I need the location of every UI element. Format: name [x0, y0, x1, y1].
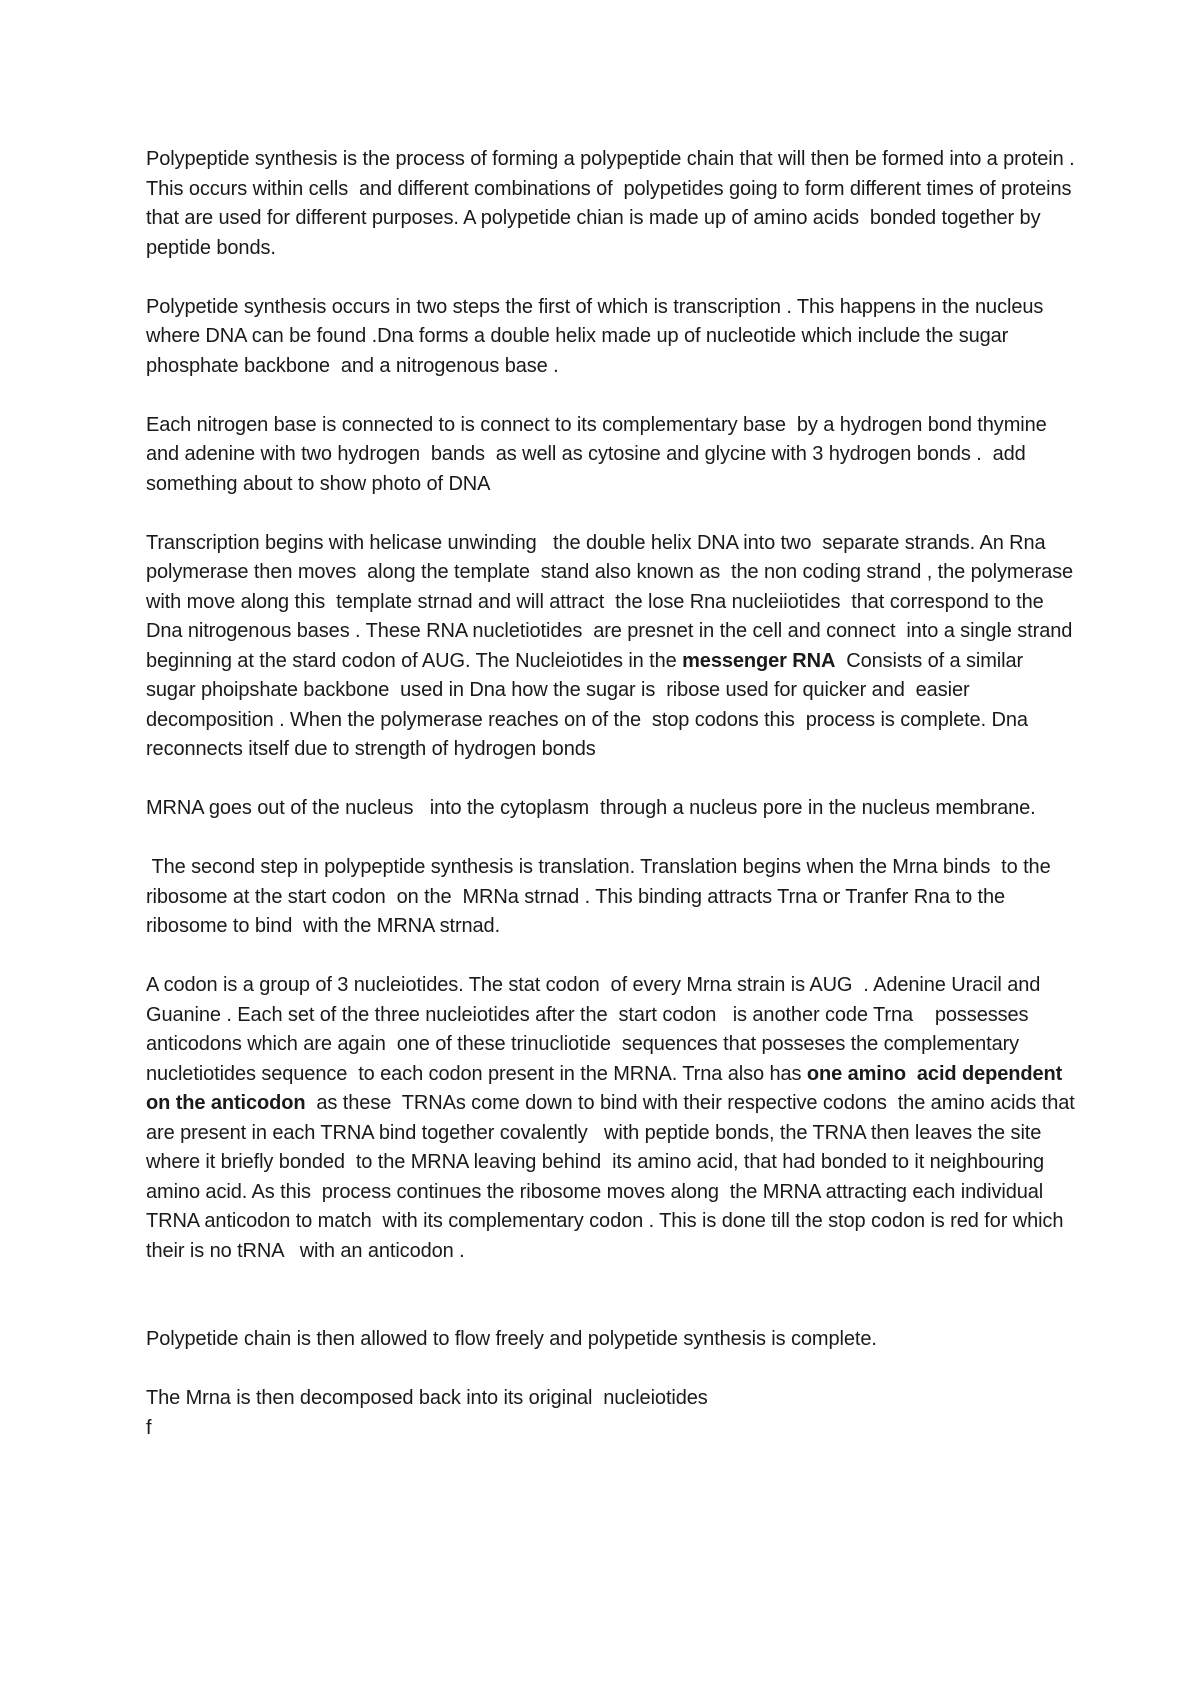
document-body	[146, 145, 1084, 1443]
paragraph-codon-process	[146, 971, 1081, 1266]
paragraph-chain-release: Polypetide chain is then allowed to flow freely and polypetide synthesis is complete.	[146, 1328, 877, 1350]
paragraph-transcription-process	[146, 529, 1084, 765]
bold-text: messenger RNA	[682, 649, 836, 672]
paragraph-trailing-char: f	[146, 1416, 152, 1439]
paragraph-text: as these TRNAs come down to bind with their respective codons the amino acids that are present in each TRNA bind together covalently with peptide bonds, the TRNA then leaves the site where it briefly bonded to the MRNA leaving behind its amino acid, that had bonded to it neighbouring amino acid. As this process continues the ribosome moves along the MRNA attracting each individual TRNA anticodon to match with its complementary codon . This is done till the stop codon is red for which their is no tRNA with an anticodon .	[146, 1092, 1081, 1262]
bold-text: one amino acid dependent on the anticodon	[146, 1062, 1068, 1114]
paragraph-text: A codon is a group of 3 nucleiotides. The stat codon of every Mrna strain is AUG . Adenine Uracil and Guanine . Each set of the three nucleiotides after the start codon is another code Trna possesses anticodons which are again one of these trinucliotide sequences that posseses the complementary nucletiotides sequence to each codon present in the MRNA. Trna also has	[146, 974, 1052, 1085]
paragraph-intro: Polypeptide synthesis is the process of forming a polypeptide chain that will then be formed into a protein . This occurs within cells and different combinations of polypetides going to form different times of proteins that are used for different purposes. A polypetide chian is made up of amino acids bonded together by peptide bonds.	[146, 148, 1083, 259]
paragraph-text: Transcription begins with helicase unwinding the double helix DNA into two separate strands. An Rna polymerase then moves along the template stand also known as the non coding strand , the polymerase with move along this template strnad and will attract the lose Rna nucleiiotides that correspond to the Dna nitrogenous bases . These RNA nucletiotides are presnet in the cell and connect into a single strand beginning at the stard codon of AUG. The Nucleiotides in the	[146, 531, 1084, 672]
paragraph-translation-overview: The second step in polypeptide synthesis is translation. Translation begins when the Mrna binds to the ribosome at the start codon on the MRNa strnad . This binding attracts Trna or Tranfer Rna to the ribosome to bind with the MRNA strnad.	[146, 856, 1057, 937]
paragraph-transcription-overview: Polypetide synthesis occurs in two steps the first of which is transcription . This happens in the nucleus where DNA can be found .Dna forms a double helix made up of nucleotide which include the sugar phosphate backbone and a nitrogenous base .	[146, 295, 1049, 377]
paragraph-mrna-decomposition: The Mrna is then decomposed back into its original nucleiotides	[146, 1387, 708, 1409]
paragraph-base-pairing: Each nitrogen base is connected to is connect to its complementary base by a hydrogen bond thymine and adenine with two hydrogen bands as well as cytosine and glycine with 3 hydrogen bonds . add something about to show photo of DNA	[146, 413, 1058, 495]
paragraph-mrna-export: MRNA goes out of the nucleus into the cytoplasm through a nucleus pore in the nucleus membrane.	[146, 797, 1036, 819]
paragraph-text: Consists of a similar sugar phoipshate backbone used in Dna how the sugar is ribose used for quicker and easier decomposition . When the polymerase reaches on of the stop codons this process is complete. Dna reconnects itself due to strength of hydrogen bonds	[146, 649, 1034, 760]
